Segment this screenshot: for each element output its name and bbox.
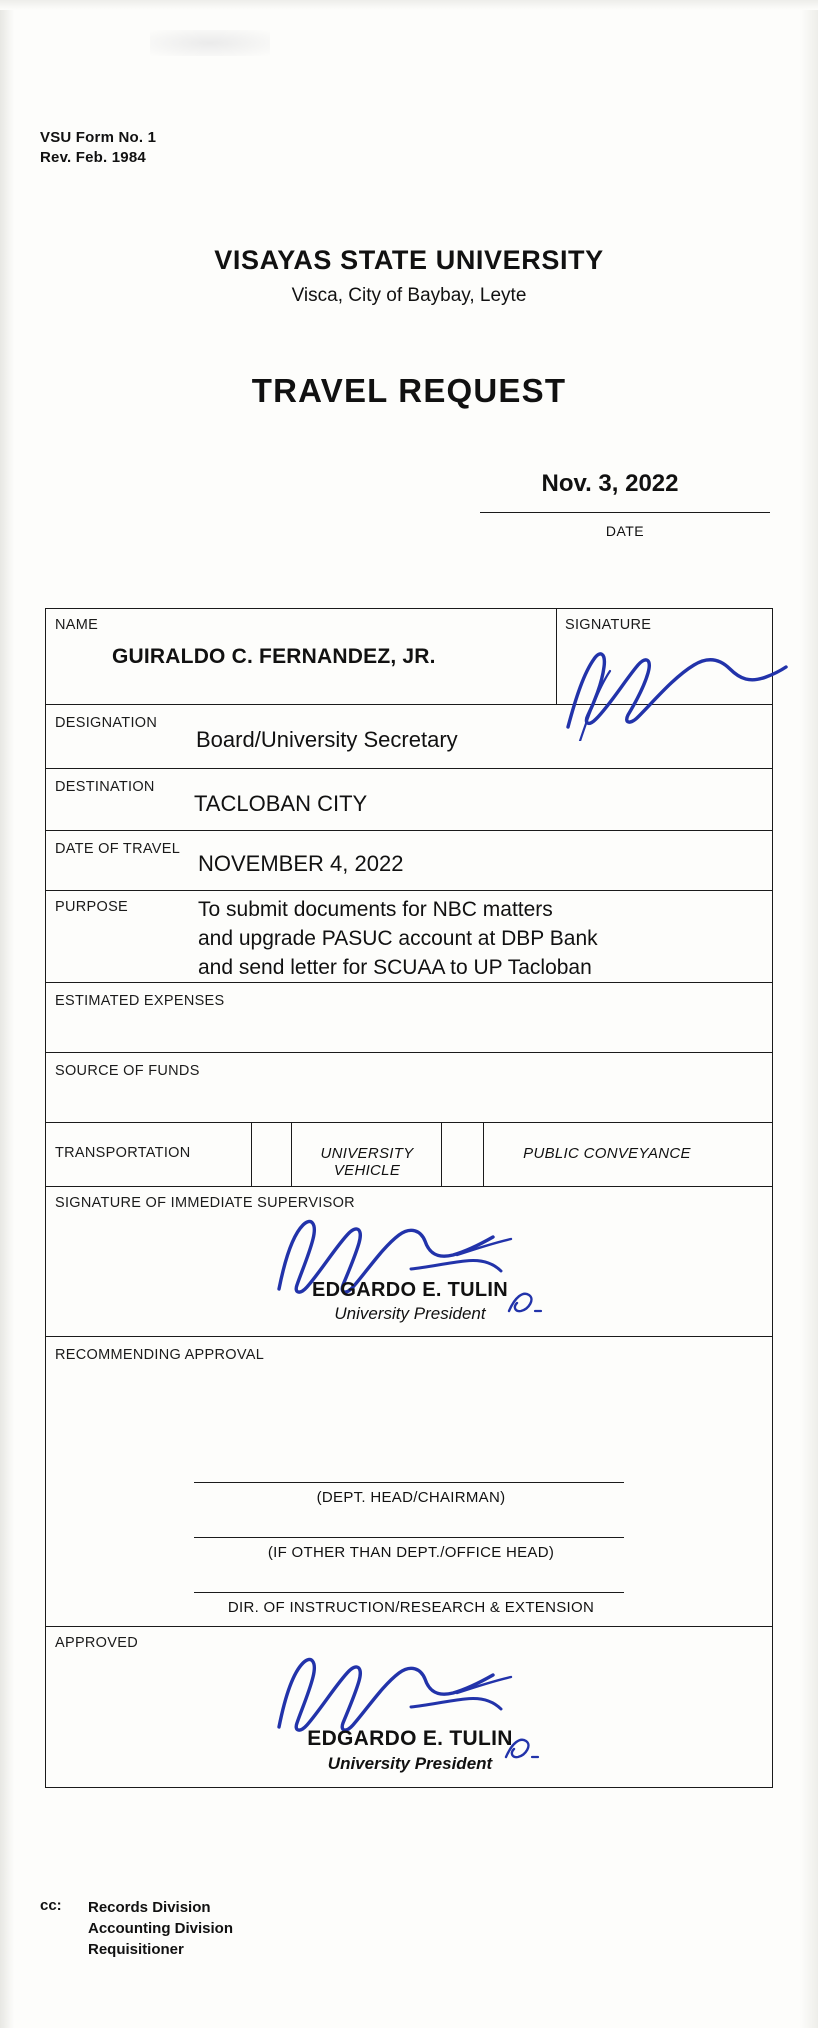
name-value: GUIRALDO C. FERNANDEZ, JR. xyxy=(112,645,436,668)
scan-edge-top xyxy=(0,0,818,10)
purpose-line-1: To submit documents for NBC matters xyxy=(198,898,553,921)
cc-item-3: Requisitioner xyxy=(88,1941,184,1958)
transportation-option-public-conveyance: PUBLIC CONVEYANCE xyxy=(523,1145,691,1162)
source-of-funds-label: SOURCE OF FUNDS xyxy=(55,1063,200,1079)
transportation-divider-3 xyxy=(441,1123,442,1186)
supervisor-name: EDGARDO E. TULIN xyxy=(312,1279,508,1301)
name-label: NAME xyxy=(55,617,99,633)
supervisor-title: University President xyxy=(334,1304,486,1323)
transportation-option-university-vehicle: UNIVERSITY VEHICLE xyxy=(320,1145,414,1179)
date-of-travel-label: DATE OF TRAVEL xyxy=(55,841,181,857)
cc-list xyxy=(88,1897,233,1960)
recommending-caption-3: DIR. OF INSTRUCTION/RESEARCH & EXTENSION xyxy=(227,1599,595,1616)
approver-name: EDGARDO E. TULIN xyxy=(307,1727,513,1750)
table-row-approved xyxy=(46,1627,772,1787)
approved-section-label: APPROVED xyxy=(55,1635,138,1651)
table-row-designation xyxy=(46,705,772,769)
transportation-divider-1 xyxy=(251,1123,252,1186)
table-row-source-of-funds xyxy=(46,1053,772,1123)
purpose-line-3: and send letter for SCUAA to UP Tacloban xyxy=(198,956,592,979)
date-of-travel-value: NOVEMBER 4, 2022 xyxy=(198,851,404,876)
recommending-line-1 xyxy=(194,1482,624,1483)
recommending-line-2 xyxy=(194,1537,624,1538)
table-row-recommending-approval xyxy=(46,1337,772,1627)
table-row-supervisor-signature xyxy=(46,1187,772,1337)
form-revision: Rev. Feb. 1984 xyxy=(40,149,146,166)
signature-label: SIGNATURE xyxy=(565,617,652,633)
purpose-line-2: and upgrade PASUC account at DBP Bank xyxy=(198,927,598,950)
recommending-section-label: RECOMMENDING APPROVAL xyxy=(55,1347,265,1363)
travel-request-table xyxy=(45,608,773,1788)
university-name: VISAYAS STATE UNIVERSITY xyxy=(214,245,604,275)
table-row-transportation xyxy=(46,1123,772,1187)
cc-label: cc: xyxy=(40,1897,62,1914)
date-value: Nov. 3, 2022 xyxy=(541,470,679,497)
purpose-value xyxy=(198,895,598,982)
table-row-purpose xyxy=(46,891,772,983)
designation-value: Board/University Secretary xyxy=(196,727,458,752)
form-number-block xyxy=(40,128,156,168)
supervisor-section-label: SIGNATURE OF IMMEDIATE SUPERVISOR xyxy=(55,1195,355,1211)
recommending-caption-1: (DEPT. HEAD/CHAIRMAN) xyxy=(316,1489,506,1506)
form-number: VSU Form No. 1 xyxy=(40,129,157,146)
scan-smudge xyxy=(150,30,270,56)
date-rule xyxy=(480,512,770,513)
signature-column-divider xyxy=(556,609,557,704)
date-label: DATE xyxy=(605,523,645,539)
cc-item-2: Accounting Division xyxy=(88,1920,234,1937)
table-row-destination xyxy=(46,769,772,831)
recommending-caption-2: (IF OTHER THAN DEPT./OFFICE HEAD) xyxy=(267,1544,555,1561)
transportation-divider-4 xyxy=(483,1123,484,1186)
transportation-label: TRANSPORTATION xyxy=(55,1145,191,1161)
estimated-expenses-label: ESTIMATED EXPENSES xyxy=(55,993,225,1009)
table-row-estimated-expenses xyxy=(46,983,772,1053)
destination-value: TACLOBAN CITY xyxy=(194,791,368,816)
recommending-line-3 xyxy=(194,1592,624,1593)
transportation-divider-2 xyxy=(291,1123,292,1186)
table-row-name xyxy=(46,609,772,705)
page-title: TRAVEL REQUEST xyxy=(251,372,567,409)
purpose-label: PURPOSE xyxy=(55,899,129,915)
destination-label: DESTINATION xyxy=(55,779,155,795)
cc-item-1: Records Division xyxy=(88,1899,211,1916)
designation-label: DESIGNATION xyxy=(55,715,158,731)
approver-title: University President xyxy=(327,1754,493,1773)
table-row-date-of-travel xyxy=(46,831,772,891)
university-address: Visca, City of Baybay, Leyte xyxy=(291,285,527,306)
